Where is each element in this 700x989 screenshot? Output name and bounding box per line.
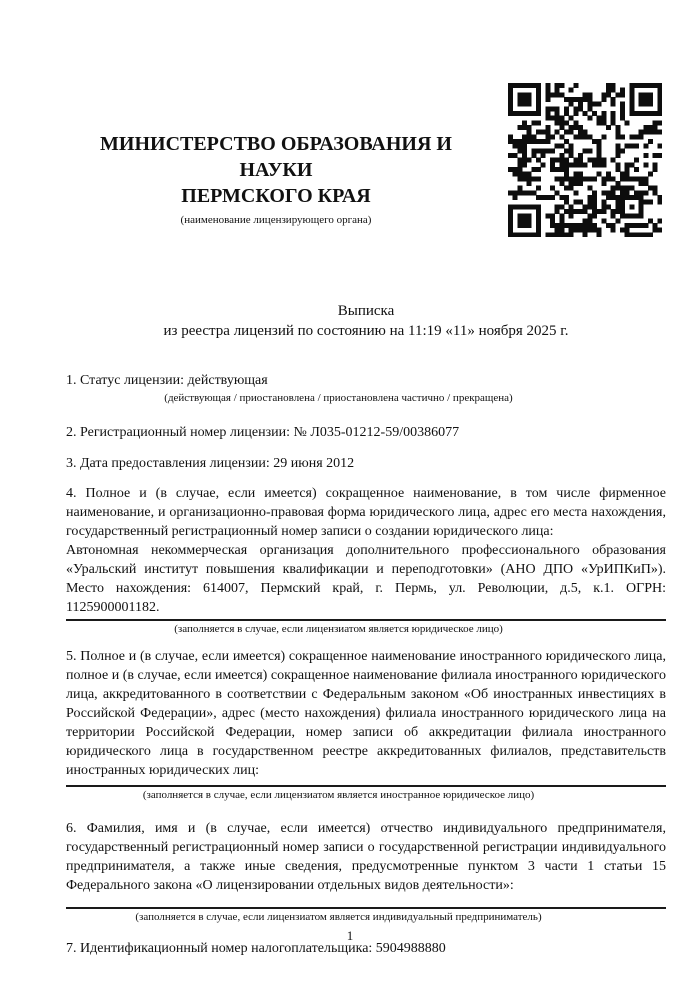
authority-caption: (наименование лицензирующего органа) <box>180 214 372 226</box>
blank-field-line <box>66 785 666 787</box>
qr-code-icon <box>508 83 662 237</box>
taxpayer-number-text: 7. Идентификационный номер налогоплательщика: 5904988880 <box>66 941 446 956</box>
licensing-authority-block <box>66 131 486 227</box>
legal-entity-description: 4. Полное и (в случае, если имеется) сокращенное наименование, в том числе фирменное наименование, и организационно-правовая форма юридического лица, адрес его места нахождения, государственный регистрационный номер записи о создании юридического лица: <box>66 486 666 539</box>
section-5-foreign-entity <box>66 647 666 803</box>
grant-date-text: 3. Дата предоставления лицензии: 29 июня 2012 <box>66 456 355 471</box>
blank-field-line <box>66 907 666 909</box>
section-3-grant-date <box>66 454 666 473</box>
registration-number-text: 2. Регистрационный номер лицензии: № Л035-01212-59/00386077 <box>66 425 460 440</box>
authority-name <box>66 131 486 209</box>
document-header <box>66 0 666 300</box>
license-extract-document <box>66 0 666 958</box>
license-status-options-caption: (действующая / приостановлена / приостановлена частично / прекращена) <box>164 392 513 404</box>
section-2-registration-number <box>66 423 666 442</box>
section-4-legal-entity <box>66 484 666 637</box>
foreign-entity-caption: (заполняется в случае, если лицензиатом является иностранное юридическое лицо) <box>142 789 535 801</box>
document-title: Выписка <box>337 303 395 319</box>
legal-entity-value: Автономная некоммерческая организация дополнительного профессионального образования «Уральский институт повышения квалификации и переподготовки» (АНО ДПО «УрИПКиП»). Место нахождения: 614007, Пермский край, г. Пермь, ул. Революции, д.5, к.1. ОГРН: 1125900001182. <box>66 543 666 615</box>
entrepreneur-description: 6. Фамилия, имя и (в случае, если имеется) отчество индивидуального предпринимателя, государственный регистрационный номер записи о государственной регистрации индивидуального предпринимателя, а также иные сведения, предусмотренные пунктом 3 части 1 статьи 15 Федерального закона «О лицензировании отдельных видов деятельности»: <box>66 821 666 893</box>
authority-name-line1: МИНИСТЕРСТВО ОБРАЗОВАНИЯ И НАУКИ <box>100 133 452 181</box>
foreign-entity-description: 5. Полное и (в случае, если имеется) сокращенное наименование иностранного юридического лица, полное и (в случае, если имеется) сокращенное наименование филиала иностранного юридического лица, аккредитованного в соответствии с Федеральным законом «Об иностранных инвестициях в Российской Федерации», адрес (место нахождения) филиала иностранного юридического лица на территории Российской Федерации, номер записи об аккредитации филиала иностранного юридического лица в государственном реестре аккредитованных филиалов, представительств иностранных юридических лиц: <box>66 649 666 778</box>
document-subtitle: из реестра лицензий по состоянию на 11:19 «11» ноября 2025 г. <box>163 322 569 339</box>
entrepreneur-caption: (заполняется в случае, если лицензиатом является индивидуальный предприниматель) <box>135 911 542 923</box>
authority-name-line2: ПЕРМСКОГО КРАЯ <box>181 185 371 207</box>
section-1-license-status <box>66 371 666 406</box>
document-title-block <box>66 302 666 341</box>
blank-field-line <box>66 619 666 621</box>
license-status-text: 1. Статус лицензии: действующая <box>66 373 268 388</box>
page-number: 1 <box>346 928 354 943</box>
legal-entity-caption: (заполняется в случае, если лицензиатом является юридическое лицо) <box>174 623 503 635</box>
section-6-individual-entrepreneur <box>66 819 666 925</box>
